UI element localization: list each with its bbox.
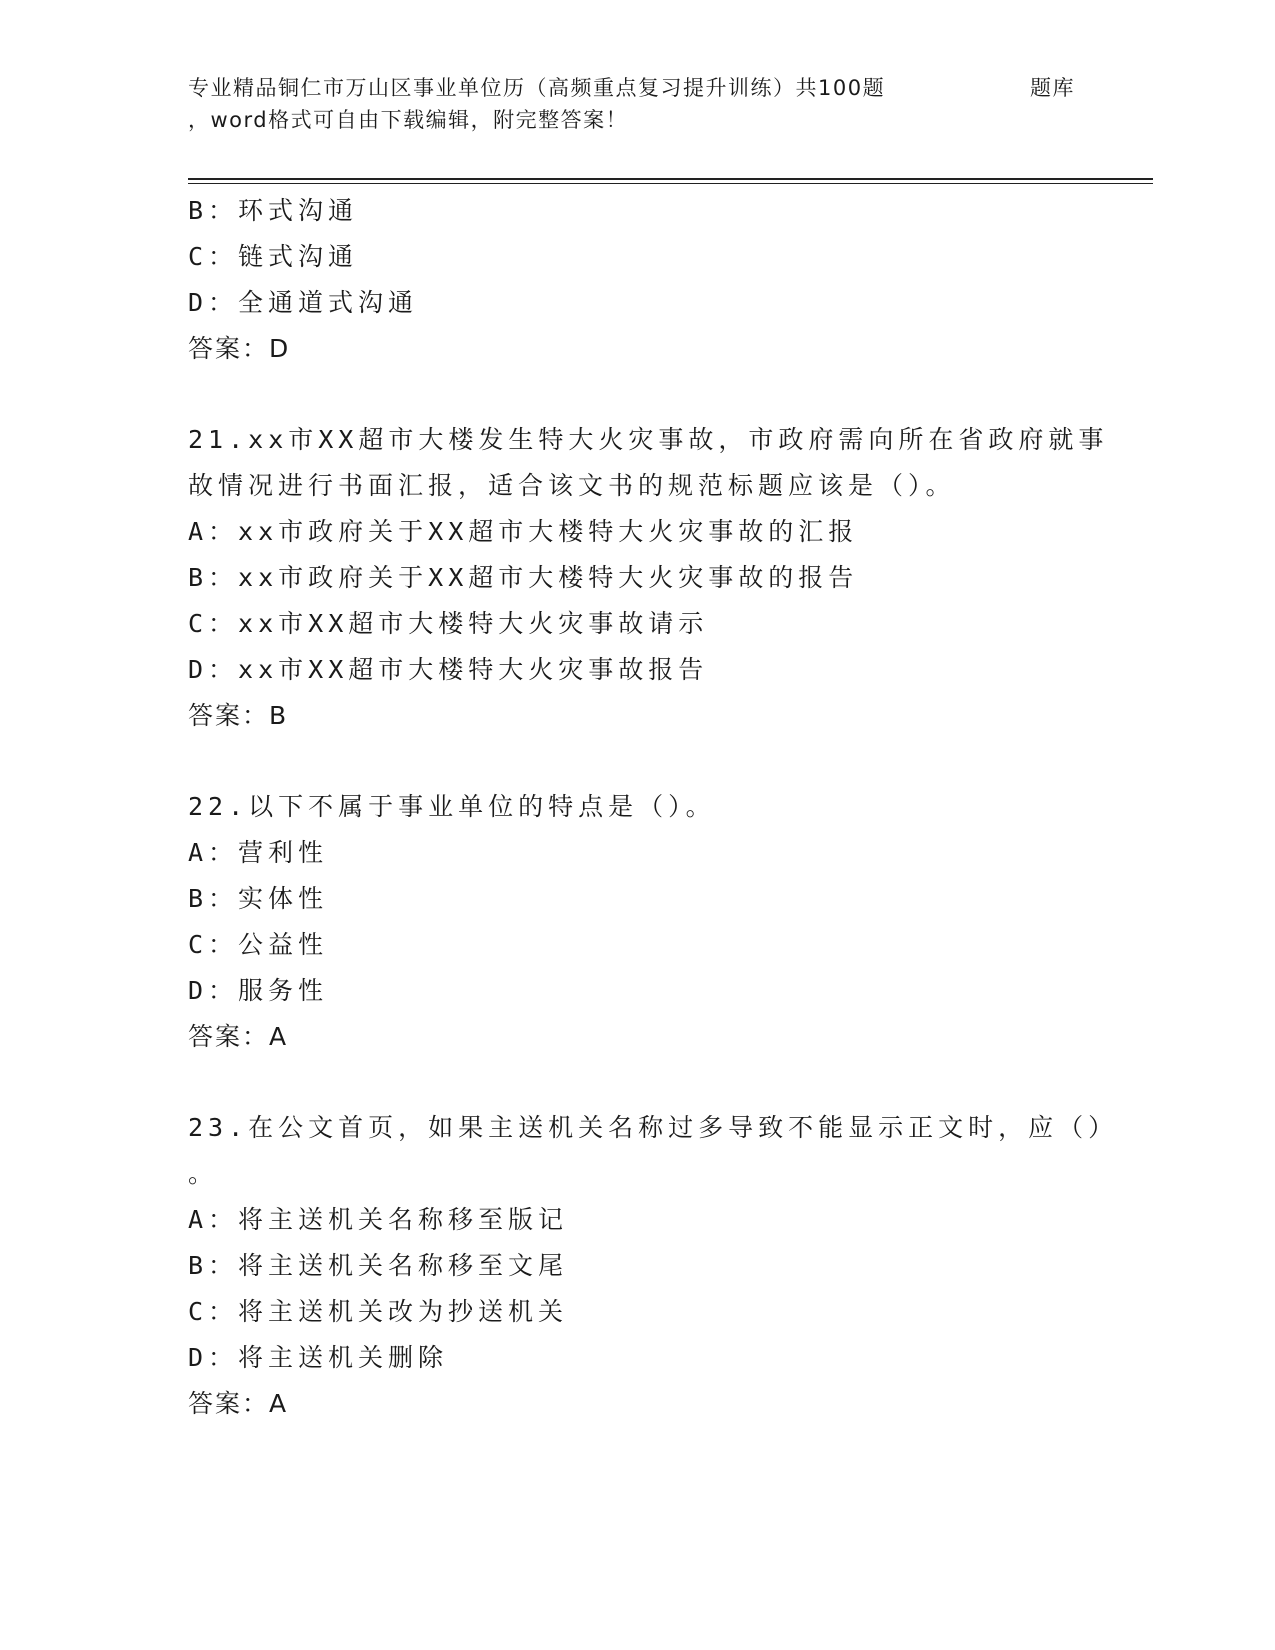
question-23 [188,1105,1119,1427]
option-b: B：实体性 [188,884,329,913]
header-line-2: ，word格式可自由下载编辑，附完整答案！ [188,108,629,132]
question-stem-line: 故情况进行书面汇报，适合该文书的规范标题应该是（）。 [188,471,956,500]
spacer [188,1060,1088,1105]
option-c: C：链式沟通 [188,242,359,271]
question-stem-line: 22.以下不属于事业单位的特点是（）。 [188,792,716,821]
option-d: D：全通道式沟通 [188,288,419,317]
question-list [188,188,1119,1427]
spacer [188,739,1088,784]
option-c: C：xx市XX超市大楼特大火灾事故请示 [188,609,709,638]
option-a: A：营利性 [188,838,329,867]
question-21 [188,417,1109,739]
option-c: C：公益性 [188,930,329,959]
header-rule-thin [188,183,1153,184]
question-22 [188,784,1088,1060]
answer: 答案：A [188,1389,289,1418]
question-stem-line: 23.在公文首页，如果主送机关名称过多导致不能显示正文时，应（） [188,1113,1119,1142]
option-b: B：将主送机关名称移至文尾 [188,1251,569,1280]
header-rule-thick [188,178,1153,180]
option-b: B：环式沟通 [188,196,359,225]
header-line-1 [188,72,1088,104]
answer: 答案：D [188,334,291,363]
option-b: B：xx市政府关于XX超市大楼特大火灾事故的报告 [188,563,859,592]
question-stem-line: 21.xx市XX超市大楼发生特大火灾事故，市政府需向所在省政府就事 [188,425,1109,454]
answer: 答案：A [188,1022,289,1051]
spacer [188,372,1088,417]
answer: 答案：B [188,701,289,730]
document-header [188,72,1088,136]
option-d: D：将主送机关删除 [188,1343,449,1372]
prev-question [188,188,1088,372]
header-tag: 题库 [1030,76,1075,100]
header-title: 专业精品铜仁市万山区事业单位历（高频重点复习提升训练）共100题 [188,76,886,100]
question-stem-line: 。 [188,1159,219,1188]
option-a: A：xx市政府关于XX超市大楼特大火灾事故的汇报 [188,517,859,546]
option-d: D：服务性 [188,976,329,1005]
option-a: A：将主送机关名称移至版记 [188,1205,569,1234]
option-c: C：将主送机关改为抄送机关 [188,1297,569,1326]
option-d: D：xx市XX超市大楼特大火灾事故报告 [188,655,709,684]
